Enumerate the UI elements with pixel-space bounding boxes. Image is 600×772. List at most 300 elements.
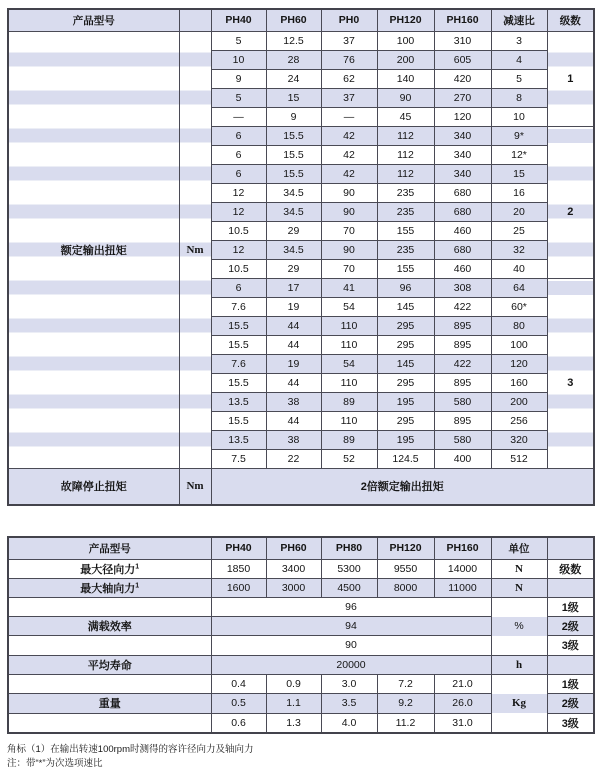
torque-value-cell: 7.6 (211, 354, 266, 373)
torque-value-cell: 110 (321, 335, 377, 354)
weight-value-cell: 1.1 (266, 694, 321, 714)
torque-value-cell: 34.5 (266, 183, 321, 202)
rated-torque-label-cell (8, 31, 179, 50)
rated-torque-unit-cell (179, 430, 211, 449)
torque-row (8, 411, 594, 430)
stage-number-cell (547, 392, 594, 411)
torque-value-cell: 5 (491, 69, 547, 88)
torque-value-cell: 15.5 (211, 373, 266, 392)
torque-value-cell: 100 (491, 335, 547, 354)
torque-row (8, 449, 594, 468)
torque-row (8, 259, 594, 278)
t2-header-product-model: 产品型号 (8, 537, 211, 559)
efficiency-row-1stage (8, 597, 594, 616)
torque-value-cell: 44 (266, 411, 321, 430)
torque-value-cell: 6 (211, 145, 266, 164)
radial-value-cell: 14000 (434, 559, 491, 578)
rated-torque-label-cell (8, 88, 179, 107)
torque-value-cell: 17 (266, 278, 321, 297)
torque-value-cell: 895 (434, 373, 491, 392)
stage-number-cell (547, 221, 594, 240)
rated-torque-unit-cell (179, 126, 211, 145)
torque-value-cell: 12.5 (266, 31, 321, 50)
torque-value-cell: 308 (434, 278, 491, 297)
torque-value-cell: 340 (434, 126, 491, 145)
efficiency-label-empty (8, 636, 211, 655)
torque-value-cell: 42 (321, 164, 377, 183)
torque-value-cell: 320 (491, 430, 547, 449)
stage-number-cell (547, 316, 594, 335)
rated-torque-unit-cell (179, 373, 211, 392)
torque-value-cell: 12* (491, 145, 547, 164)
torque-value-cell: 15.5 (211, 316, 266, 335)
rated-torque-label-cell (8, 107, 179, 126)
torque-value-cell: 200 (491, 392, 547, 411)
axial-force-row (8, 578, 594, 597)
torque-value-cell: 45 (377, 107, 434, 126)
torque-value-cell: 8 (491, 88, 547, 107)
axial-force-footnote-mark: 1 (135, 581, 140, 589)
torque-value-cell: 235 (377, 183, 434, 202)
torque-value-cell: 120 (491, 354, 547, 373)
torque-row (8, 392, 594, 411)
axial-stage-empty (547, 578, 594, 597)
stage-number-cell: 2 (547, 202, 594, 221)
band-blank (492, 713, 547, 732)
torque-value-cell: 41 (321, 278, 377, 297)
torque-value-cell: — (321, 107, 377, 126)
weight-value-cell: 7.2 (377, 674, 434, 694)
rated-torque-label-cell (8, 297, 179, 316)
efficiency-unit-bands (492, 598, 547, 655)
rated-torque-label-cell (8, 164, 179, 183)
torque-value-cell: 460 (434, 259, 491, 278)
torque-value-cell: 19 (266, 297, 321, 316)
band-blank (492, 675, 547, 694)
radial-value-cell: 1850 (211, 559, 266, 578)
torque-row (8, 297, 594, 316)
torque-value-cell: 15 (491, 164, 547, 183)
weight-stage-cell: 3级 (547, 713, 594, 733)
torque-value-cell: 64 (491, 278, 547, 297)
rated-torque-label-cell (8, 278, 179, 297)
torque-row (8, 373, 594, 392)
torque-value-cell: 90 (321, 202, 377, 221)
rated-torque-label-cell (8, 221, 179, 240)
torque-value-cell: 13.5 (211, 430, 266, 449)
torque-value-cell: 124.5 (377, 449, 434, 468)
torque-value-cell: 96 (377, 278, 434, 297)
t2-header-ph80: PH80 (321, 537, 377, 559)
torque-value-cell: 20 (491, 202, 547, 221)
torque-value-cell: 895 (434, 316, 491, 335)
rated-torque-unit-cell (179, 449, 211, 468)
t1-header-ph0: PH0 (321, 9, 377, 31)
t2-header-ph120: PH120 (377, 537, 434, 559)
efficiency-value-cell: 96 (211, 597, 491, 616)
rated-torque-unit-cell (179, 50, 211, 69)
rated-torque-unit-cell: Nm (179, 240, 211, 259)
torque-value-cell: 22 (266, 449, 321, 468)
torque-value-cell: 512 (491, 449, 547, 468)
rated-torque-unit-cell (179, 164, 211, 183)
stage-number-cell: 1 (547, 69, 594, 88)
rated-torque-label-cell (8, 183, 179, 202)
torque-row (8, 354, 594, 373)
footnotes (7, 743, 593, 772)
weight-value-cell: 21.0 (434, 674, 491, 694)
torque-row (8, 164, 594, 183)
axial-unit-cell: N (491, 578, 547, 597)
torque-row (8, 278, 594, 297)
torque-row (8, 240, 594, 259)
rated-torque-unit-cell (179, 278, 211, 297)
torque-value-cell: 295 (377, 335, 434, 354)
stage-number-cell (547, 145, 594, 164)
rated-torque-unit-cell (179, 411, 211, 430)
torque-value-cell: 112 (377, 164, 434, 183)
rated-torque-label-cell (8, 354, 179, 373)
torque-value-cell: 400 (434, 449, 491, 468)
torque-value-cell: 29 (266, 259, 321, 278)
radial-force-row (8, 559, 594, 578)
rated-torque-unit-cell (179, 202, 211, 221)
weight-label: 重量 (8, 694, 211, 714)
weight-unit-cell (491, 674, 547, 733)
efficiency-value-cell: 90 (211, 636, 491, 655)
torque-value-cell: 5 (211, 88, 266, 107)
stall-torque-label: 故障停止扭矩 (8, 468, 179, 505)
rated-torque-unit-cell (179, 69, 211, 88)
torque-value-cell: 680 (434, 240, 491, 259)
axial-value-cell: 8000 (377, 578, 434, 597)
rated-torque-label-cell (8, 259, 179, 278)
torque-value-cell: 37 (321, 88, 377, 107)
rated-torque-unit-cell (179, 221, 211, 240)
stage-number-cell (547, 411, 594, 430)
torque-value-cell: 15.5 (266, 126, 321, 145)
torque-value-cell: 110 (321, 373, 377, 392)
torque-value-cell: 80 (491, 316, 547, 335)
torque-value-cell: 90 (321, 183, 377, 202)
torque-value-cell: 62 (321, 69, 377, 88)
torque-row (8, 145, 594, 164)
efficiency-unit-band: % (492, 617, 547, 636)
torque-value-cell: 24 (266, 69, 321, 88)
efficiency-label: 满载效率 (8, 616, 211, 635)
torque-value-cell: 140 (377, 69, 434, 88)
torque-value-cell: 38 (266, 430, 321, 449)
rated-torque-label-cell (8, 126, 179, 145)
torque-row (8, 107, 594, 126)
rated-torque-label-cell (8, 69, 179, 88)
rated-torque-unit-cell (179, 145, 211, 164)
torque-value-cell: 895 (434, 411, 491, 430)
weight-value-cell: 11.2 (377, 713, 434, 733)
torque-row (8, 50, 594, 69)
performance-table (7, 536, 595, 734)
efficiency-stage-cell: 3级 (547, 636, 594, 655)
stage-number-cell (547, 297, 594, 316)
stage-number-cell (547, 183, 594, 202)
torque-value-cell: 12 (211, 240, 266, 259)
efficiency-label-empty (8, 597, 211, 616)
radial-force-text: 最大径向力 (80, 563, 136, 576)
torque-value-cell: 310 (434, 31, 491, 50)
torque-value-cell: 200 (377, 50, 434, 69)
torque-value-cell: 76 (321, 50, 377, 69)
torque-value-cell: 15.5 (266, 164, 321, 183)
weight-value-cell: 3.5 (321, 694, 377, 714)
torque-value-cell: 145 (377, 297, 434, 316)
rated-torque-unit-cell (179, 107, 211, 126)
torque-value-cell: 15 (266, 88, 321, 107)
stage-column-title: 级数 (547, 559, 594, 578)
t1-header-unit-empty (179, 9, 211, 31)
torque-value-cell: 7.6 (211, 297, 266, 316)
torque-value-cell: 9 (211, 69, 266, 88)
efficiency-unit-cell (491, 597, 547, 655)
torque-value-cell: 7.5 (211, 449, 266, 468)
torque-value-cell: 9 (266, 107, 321, 126)
torque-value-cell: 6 (211, 164, 266, 183)
rated-torque-label-cell (8, 202, 179, 221)
torque-value-cell: 112 (377, 145, 434, 164)
rated-torque-unit-cell (179, 354, 211, 373)
t1-body (8, 31, 594, 468)
weight-value-cell: 0.4 (211, 674, 266, 694)
torque-value-cell: 37 (321, 31, 377, 50)
torque-value-cell: 340 (434, 145, 491, 164)
torque-value-cell: 52 (321, 449, 377, 468)
torque-value-cell: 340 (434, 164, 491, 183)
stall-torque-row (8, 468, 594, 505)
radial-value-cell: 5300 (321, 559, 377, 578)
life-value-cell: 20000 (211, 655, 491, 674)
torque-value-cell: 155 (377, 259, 434, 278)
torque-value-cell: 32 (491, 240, 547, 259)
radial-unit-cell: N (491, 559, 547, 578)
weight-label-empty (8, 674, 211, 694)
life-label: 平均寿命 (8, 655, 211, 674)
weight-value-cell: 0.5 (211, 694, 266, 714)
torque-value-cell: 12 (211, 202, 266, 221)
torque-value-cell: 70 (321, 221, 377, 240)
torque-value-cell: 160 (491, 373, 547, 392)
weight-value-cell: 9.2 (377, 694, 434, 714)
band-blank (492, 598, 547, 617)
stage-number-cell (547, 107, 594, 126)
footnote-ratio-asterisk: 注：带“*”为次选项速比 (7, 758, 103, 770)
torque-row (8, 183, 594, 202)
rated-torque-label-cell (8, 50, 179, 69)
torque-row (8, 88, 594, 107)
footnote-radial-axial: 角标（1）在输出转速100rpm时测得的容许径向力及轴向力 (7, 743, 254, 755)
weight-value-cell: 3.0 (321, 674, 377, 694)
stage-number-cell (547, 240, 594, 259)
torque-value-cell: 110 (321, 316, 377, 335)
radial-value-cell: 3400 (266, 559, 321, 578)
stage-number-cell: 3 (547, 373, 594, 392)
torque-value-cell: 42 (321, 126, 377, 145)
efficiency-value-cell: 94 (211, 616, 491, 635)
stage-number-cell (547, 259, 594, 278)
torque-value-cell: 155 (377, 221, 434, 240)
efficiency-stage-cell: 1级 (547, 597, 594, 616)
torque-value-cell: 15.5 (211, 411, 266, 430)
t1-header-stages: 级数 (547, 9, 594, 31)
torque-value-cell: 90 (377, 88, 434, 107)
torque-value-cell: 895 (434, 335, 491, 354)
torque-value-cell: 44 (266, 335, 321, 354)
t2-header-ph160: PH160 (434, 537, 491, 559)
torque-value-cell: 16 (491, 183, 547, 202)
weight-value-cell: 0.6 (211, 713, 266, 733)
torque-value-cell: 605 (434, 50, 491, 69)
torque-value-cell: 5 (211, 31, 266, 50)
weight-value-cell: 0.9 (266, 674, 321, 694)
torque-value-cell: 90 (321, 240, 377, 259)
stage-number-cell (547, 449, 594, 468)
axial-force-label (8, 578, 211, 597)
rated-torque-unit-cell (179, 183, 211, 202)
torque-value-cell: 70 (321, 259, 377, 278)
torque-value-cell: 10 (211, 50, 266, 69)
torque-value-cell: 6 (211, 278, 266, 297)
torque-value-cell: 29 (266, 221, 321, 240)
torque-value-cell: 460 (434, 221, 491, 240)
axial-value-cell: 1600 (211, 578, 266, 597)
stage-number-cell (547, 430, 594, 449)
rated-torque-unit-cell (179, 316, 211, 335)
torque-row (8, 126, 594, 145)
axial-value-cell: 4500 (321, 578, 377, 597)
torque-value-cell: 420 (434, 69, 491, 88)
torque-value-cell: 10.5 (211, 221, 266, 240)
torque-value-cell: 4 (491, 50, 547, 69)
torque-value-cell: 10 (491, 107, 547, 126)
weight-stage-cell: 2级 (547, 694, 594, 714)
t2-header-ph40: PH40 (211, 537, 266, 559)
torque-value-cell: 270 (434, 88, 491, 107)
torque-value-cell: 680 (434, 202, 491, 221)
weight-stage-cell: 1级 (547, 674, 594, 694)
efficiency-stage-cell: 2级 (547, 616, 594, 635)
torque-value-cell: 235 (377, 240, 434, 259)
torque-value-cell: 120 (434, 107, 491, 126)
axial-value-cell: 11000 (434, 578, 491, 597)
rated-torque-label-cell (8, 392, 179, 411)
torque-row (8, 335, 594, 354)
torque-value-cell: 13.5 (211, 392, 266, 411)
rated-torque-label-cell (8, 145, 179, 164)
radial-force-label (8, 559, 211, 578)
rated-torque-label-cell (8, 430, 179, 449)
torque-value-cell: 42 (321, 145, 377, 164)
rated-torque-label-cell (8, 316, 179, 335)
t1-header-ph60: PH60 (266, 9, 321, 31)
weight-value-cell: 31.0 (434, 713, 491, 733)
stage-number-cell (547, 31, 594, 50)
torque-value-cell: 12 (211, 183, 266, 202)
torque-value-cell: 15.5 (266, 145, 321, 164)
stall-torque-value: 2倍额定输出扭矩 (211, 468, 594, 505)
torque-value-cell: 295 (377, 373, 434, 392)
t1-header-ph120: PH120 (377, 9, 434, 31)
weight-row-1stage (8, 674, 594, 694)
torque-value-cell: 34.5 (266, 202, 321, 221)
rated-torque-label-cell (8, 335, 179, 354)
torque-value-cell: 10.5 (211, 259, 266, 278)
torque-row (8, 430, 594, 449)
stage-number-cell (547, 354, 594, 373)
stage-number-cell (547, 278, 594, 297)
rated-torque-label-cell (8, 449, 179, 468)
weight-value-cell: 26.0 (434, 694, 491, 714)
rated-torque-unit-cell (179, 392, 211, 411)
torque-value-cell: 25 (491, 221, 547, 240)
torque-value-cell: 28 (266, 50, 321, 69)
t2-header-unit: 单位 (491, 537, 547, 559)
rated-torque-label-cell (8, 373, 179, 392)
stage-number-cell (547, 50, 594, 69)
life-stage-empty (547, 655, 594, 674)
torque-value-cell: 295 (377, 411, 434, 430)
torque-value-cell: 44 (266, 373, 321, 392)
t1-header-ph40: PH40 (211, 9, 266, 31)
torque-value-cell: 580 (434, 430, 491, 449)
t1-header-row (8, 9, 594, 31)
torque-row (8, 221, 594, 240)
torque-value-cell: 235 (377, 202, 434, 221)
torque-value-cell: 15.5 (211, 335, 266, 354)
torque-value-cell: 44 (266, 316, 321, 335)
t2-header-ph60: PH60 (266, 537, 321, 559)
torque-value-cell: 3 (491, 31, 547, 50)
torque-value-cell: 6 (211, 126, 266, 145)
torque-value-cell: 195 (377, 430, 434, 449)
weight-unit-bands (492, 675, 547, 732)
rated-torque-label-cell (8, 411, 179, 430)
torque-row (8, 69, 594, 88)
weight-value-cell: 1.3 (266, 713, 321, 733)
torque-value-cell: 100 (377, 31, 434, 50)
rated-torque-unit-cell (179, 259, 211, 278)
torque-value-cell: 9* (491, 126, 547, 145)
torque-value-cell: 680 (434, 183, 491, 202)
stage-number-cell (547, 164, 594, 183)
torque-row (8, 202, 594, 221)
weight-label-empty (8, 713, 211, 733)
weight-unit-band: Kg (492, 694, 547, 713)
torque-value-cell: 60* (491, 297, 547, 316)
life-row (8, 655, 594, 674)
weight-value-cell: 4.0 (321, 713, 377, 733)
stall-torque-unit: Nm (179, 468, 211, 505)
rated-torque-unit-cell (179, 88, 211, 107)
torque-row (8, 31, 594, 50)
stage-number-cell (547, 335, 594, 354)
torque-value-cell: 38 (266, 392, 321, 411)
torque-value-cell: 34.5 (266, 240, 321, 259)
rated-torque-label-cell: 额定输出扭矩 (8, 240, 179, 259)
stage-number-cell (547, 88, 594, 107)
t1-header-ph160: PH160 (434, 9, 491, 31)
t1-header-product-model: 产品型号 (8, 9, 179, 31)
torque-value-cell: 89 (321, 392, 377, 411)
rated-torque-unit-cell (179, 335, 211, 354)
rated-torque-unit-cell (179, 297, 211, 316)
